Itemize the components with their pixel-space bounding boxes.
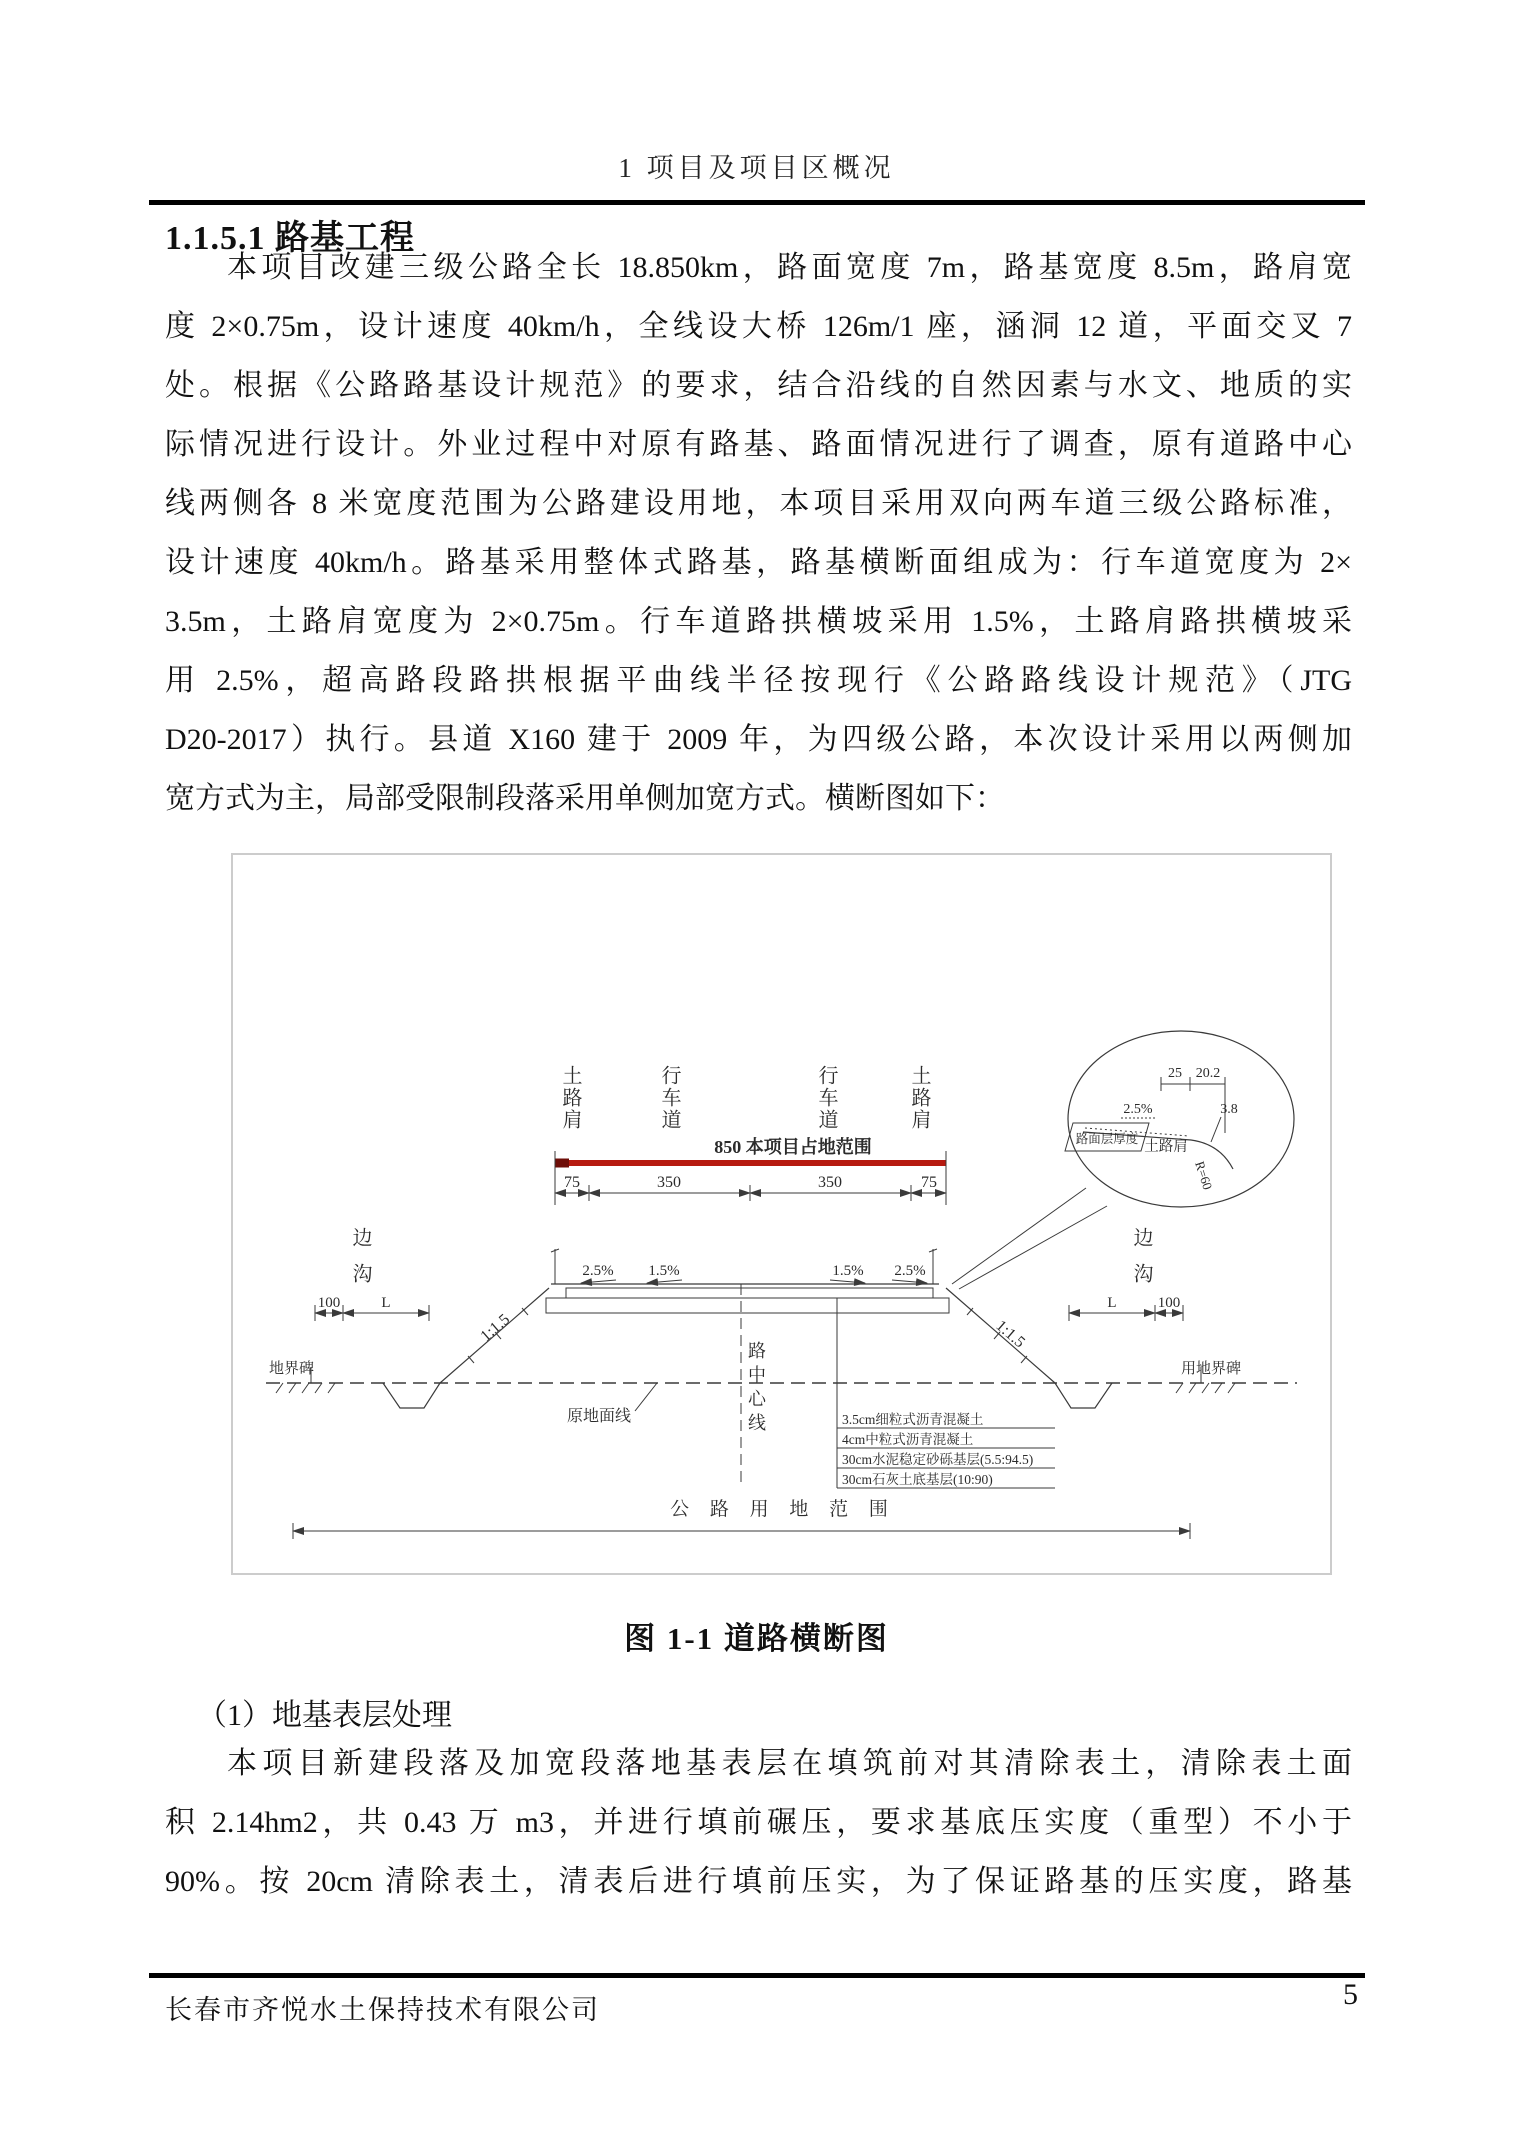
- dim-100-right: 100: [1157, 1295, 1181, 1311]
- detail-thickness-label: 路面层厚度: [1075, 1132, 1139, 1146]
- detail-dim-25: 25: [1168, 1066, 1182, 1081]
- boundary-marker-left: 地界碑: [269, 1361, 315, 1377]
- boundary-marker-right: 用地界碑: [1181, 1361, 1242, 1377]
- page-number: 5: [1343, 1978, 1358, 2011]
- cross-slope-2: 1.5%: [648, 1263, 680, 1279]
- footer-company: 长春市齐悦水土保持技术有限公司: [165, 1995, 600, 2025]
- para1-line: 3.5m，土路肩宽度为 2×0.75m。行车道路拱横坡采用 1.5%，土路肩路拱横坡采: [165, 605, 1352, 638]
- dim-350-right: 350: [818, 1174, 842, 1191]
- detail-slope: 2.5%: [1123, 1102, 1153, 1117]
- para1-line: 线两侧各 8 米宽度范围为公路建设用地，本项目采用双向两车道三级公路标准，: [165, 487, 1352, 520]
- dim-L-right: L: [1107, 1295, 1117, 1311]
- figure-road-cross-section: [231, 853, 1332, 1575]
- section-heading: 1.1.5.1 路基工程: [165, 220, 415, 257]
- layer-3: 30cm水泥稳定砂砾基层(5.5:94.5): [842, 1452, 1034, 1467]
- para1-line: 度 2×0.75m，设计速度 40km/h，全线设大桥 126m/1 座，涵洞 12 道，平面交叉 7: [165, 310, 1352, 343]
- width-dimension-line: [555, 1174, 946, 1201]
- shoulder-detail-bubble: [952, 1031, 1294, 1289]
- label-shoulder-right: 土路肩: [908, 1065, 930, 1131]
- footer-rule: [149, 1973, 1365, 1978]
- slope-ratio-right: 1:1.5: [992, 1317, 1029, 1352]
- ground-and-ditches: [266, 1359, 1297, 1408]
- detail-radius-label: R=60: [1192, 1159, 1216, 1192]
- para1-line: 设计速度 40km/h。路基采用整体式路基，路基横断面组成为：行车道宽度为 2×: [165, 546, 1352, 579]
- layer-1: 3.5cm细粒式沥青混凝土: [842, 1412, 984, 1427]
- center-line-text: 路中心线: [746, 1341, 766, 1437]
- berm-ditch-dimensions: [315, 1295, 1183, 1321]
- figure-caption: 图 1-1 道路横断图: [624, 1621, 889, 1656]
- ditch-label-right: 边沟: [1130, 1227, 1152, 1299]
- para2-line: 积 2.14hm2，共 0.43 万 m3，并进行填前碾压，要求基底压实度（重型）不小于: [165, 1806, 1352, 1839]
- right-of-way-label: 公 路 用 地 范 围: [670, 1499, 896, 1520]
- ditch-label-left: 边沟: [349, 1227, 371, 1299]
- label-lane-left: 行车道: [658, 1065, 680, 1131]
- label-lane-right: 行车道: [815, 1065, 837, 1131]
- cross-slope-3: 1.5%: [832, 1263, 864, 1279]
- header-rule: [149, 200, 1365, 205]
- layer-2: 4cm中粒式沥青混凝土: [842, 1432, 974, 1447]
- paragraph-surface-treatment: [165, 1734, 1352, 1911]
- occupation-label: 850 本项目占地范围: [714, 1137, 872, 1157]
- original-ground-label: [567, 1383, 657, 1425]
- dim-100-left: 100: [317, 1295, 341, 1311]
- page-header: 1 项目及项目区概况: [618, 153, 895, 183]
- para2-line: 本项目新建段落及加宽段落地基表层在填筑前对其清除表土，清除表土面: [227, 1747, 1352, 1780]
- pavement-layers: [837, 1298, 1055, 1488]
- paragraph-roadbed: [165, 238, 1352, 828]
- detail-dim-38: 3.8: [1220, 1102, 1238, 1117]
- road-cross-section-diagram: [233, 855, 1330, 1573]
- dim-350-left: 350: [657, 1174, 681, 1191]
- cross-slope-1: 2.5%: [582, 1263, 614, 1279]
- para1-line: D20-2017）执行。县道 X160 建于 2009 年，为四级公路，本次设计采用以两侧加: [165, 723, 1352, 756]
- para1-line: 本项目改建三级公路全长 18.850km，路面宽度 7m，路基宽度 8.5m，路肩宽: [227, 251, 1352, 284]
- para1-line: 处。根据《公路路基设计规范》的要求，结合沿线的自然因素与水文、地质的实: [165, 369, 1352, 402]
- label-shoulder-left: 土路肩: [559, 1065, 581, 1131]
- cross-slope-4: 2.5%: [894, 1263, 926, 1279]
- original-ground-text: 原地面线: [566, 1408, 631, 1425]
- slope-ratio-left: 1:1.5: [477, 1310, 514, 1346]
- dim-75-left: 75: [564, 1174, 580, 1191]
- right-of-way-dimension: [293, 1498, 1190, 1539]
- para1-line: 宽方式为主，局部受限制段落采用单侧加宽方式。横断图如下：: [165, 782, 1005, 815]
- detail-dim-202: 20.2: [1195, 1066, 1221, 1081]
- road-center-line: [741, 1284, 766, 1483]
- detail-shoulder-label: 土路肩: [1144, 1139, 1188, 1155]
- para1-line: 用 2.5%，超高路段路拱根据平曲线半径按现行《公路路线设计规范》（JTG: [165, 664, 1352, 697]
- para2-line: 90%。按 20cm 清除表土，清表后进行填前压实，为了保证路基的压实度，路基: [165, 1865, 1352, 1898]
- dim-75-right: 75: [921, 1174, 937, 1191]
- para1-line: 际情况进行设计。外业过程中对原有路基、路面情况进行了调查，原有道路中心: [165, 428, 1352, 461]
- list-item-heading: （1）地基表层处理: [197, 1699, 452, 1732]
- cross-slope-labels: [581, 1263, 927, 1283]
- layer-4: 30cm石灰土底基层(10:90): [842, 1472, 993, 1487]
- dim-L-left: L: [381, 1295, 391, 1311]
- lane-column-labels: [559, 1065, 931, 1131]
